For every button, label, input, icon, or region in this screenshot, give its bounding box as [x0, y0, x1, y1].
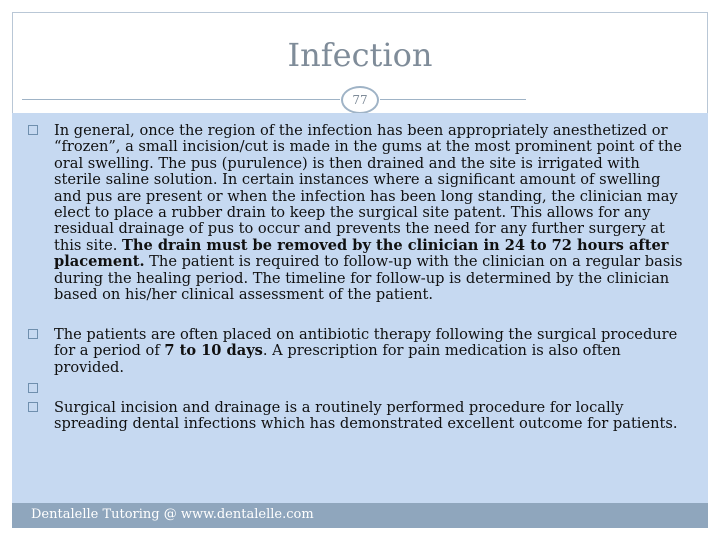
bullet-text: Surgical incision and drainage is a routinely performed procedure for locally spreading dental infections which has demonstrated excellent outcome for patients.: [54, 399, 678, 433]
title-divider-right: [380, 99, 526, 100]
title-divider-left: [22, 99, 340, 100]
bullet-item: [30, 327, 690, 376]
footer-bar: [12, 503, 708, 528]
bullet-box-icon: [28, 402, 38, 412]
bullet-text: The patients are often placed on antibiotic therapy following the surgical procedure for a period of 7 to 10 days. A prescription for pain medication is also often provided.: [54, 326, 678, 376]
bullet-item: [30, 123, 690, 303]
bullet-text: In general, once the region of the infection has been appropriately anesthetized or “frozen”, a small incision/cut is made in the gums at the most prominent point of the oral swelling. The pus (purulence) is then drained and the site is irrigated with sterile saline solution. In certain instances where a significant amount of swelling and pus are present or when the infection has been long standing, the clinician may elect to place a rubber drain to keep the surgical site patent. This allows for any residual drainage of pus to occur and prevents the need for any further surgery at this site. The drain must be removed by the clinician in 24 to 72 hours after placement. The patient is required to follow-up with the clinician on a regular basis during the healing period. The timeline for follow-up is determined by the clinician based on his/her clinical assessment of the patient.: [54, 122, 683, 304]
bullet-box-icon: [28, 383, 38, 393]
page-number-badge: 77: [341, 86, 379, 114]
bullet-box-icon: [28, 329, 38, 339]
bullet-box-icon: [28, 125, 38, 135]
bullet-item: [30, 400, 690, 433]
slide-title: Infection: [287, 36, 433, 74]
footer-text: Dentalelle Tutoring @ www.dentalelle.com: [31, 507, 314, 522]
